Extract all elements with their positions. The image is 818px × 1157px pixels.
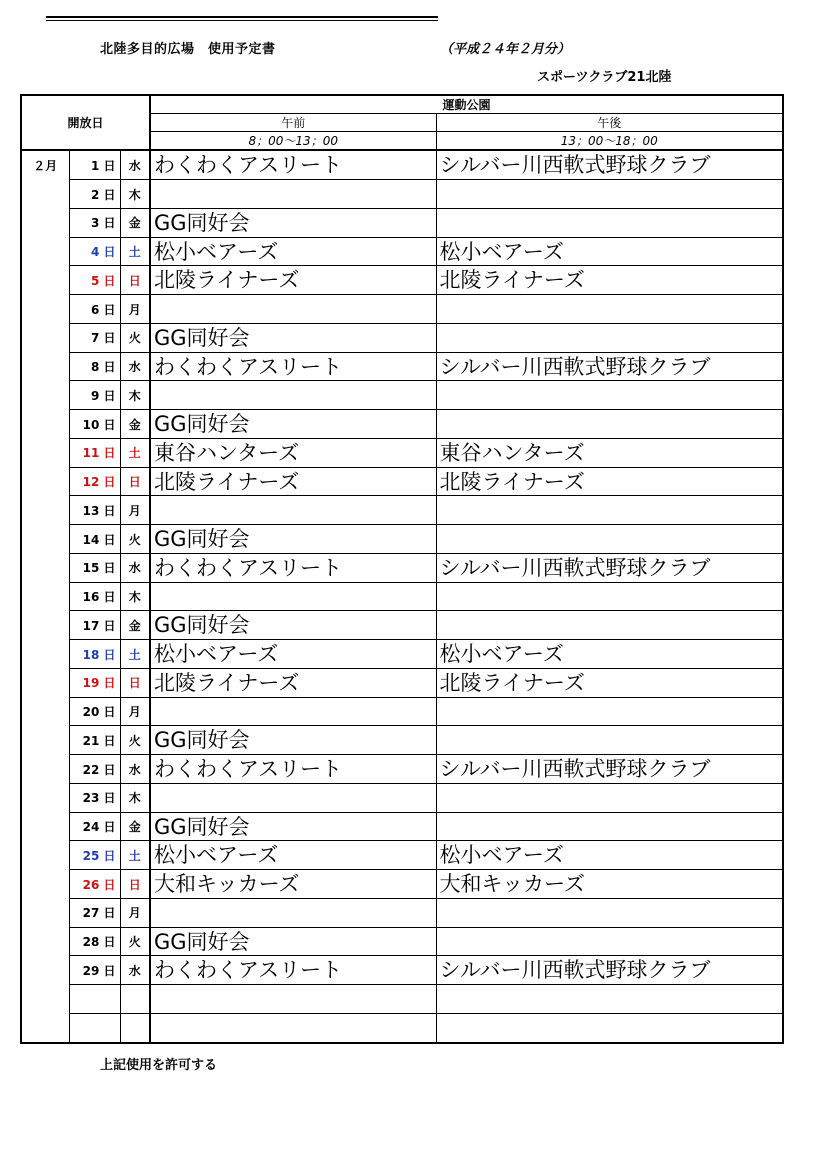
pm-booking-cell: 北陵ライナーズ [436,266,783,295]
pm-booking-cell: 大和キッカーズ [436,870,783,899]
weekday-cell: 日 [120,467,150,496]
schedule-row [21,697,783,726]
day-cell: 3 日 [69,208,120,237]
pm-booking-cell [436,323,783,352]
day-cell: 6 日 [69,295,120,324]
am-booking-cell: 東谷ハンターズ [150,438,436,467]
am-booking-cell [150,985,436,1014]
am-booking-cell [150,381,436,410]
day-cell: 27 日 [69,898,120,927]
weekday-cell: 金 [120,611,150,640]
weekday-cell: 水 [120,755,150,784]
weekday-cell: 金 [120,410,150,439]
weekday-cell [120,985,150,1014]
am-booking-cell [150,496,436,525]
am-booking-cell: GG同好会 [150,726,436,755]
am-booking-cell: GG同好会 [150,812,436,841]
pm-booking-cell [436,985,783,1014]
day-cell: 9 日 [69,381,120,410]
am-booking-cell [150,180,436,209]
pm-booking-cell [436,410,783,439]
schedule-row [21,985,783,1014]
pm-booking-cell: シルバー川西軟式野球クラブ [436,553,783,582]
pm-booking-cell [436,208,783,237]
facility-header: 運動公園 [150,95,783,114]
day-cell: 14 日 [69,525,120,554]
day-cell: 15 日 [69,553,120,582]
schedule-row [21,410,783,439]
am-booking-cell: GG同好会 [150,323,436,352]
schedule-row [21,180,783,209]
day-cell: 29 日 [69,956,120,985]
document-period: （平成２４年２月分） [440,42,571,57]
day-cell: 8 日 [69,352,120,381]
day-cell: 17 日 [69,611,120,640]
schedule-row [21,467,783,496]
weekday-cell: 月 [120,496,150,525]
weekday-cell: 火 [120,525,150,554]
am-booking-cell: わくわくアスリート [150,553,436,582]
month-cell: ２月 [21,150,69,1043]
day-cell: 16 日 [69,582,120,611]
pm-booking-cell [436,381,783,410]
pm-booking-cell [436,180,783,209]
header-rule [46,16,438,18]
weekday-cell: 日 [120,266,150,295]
am-booking-cell: わくわくアスリート [150,956,436,985]
pm-booking-cell: 北陵ライナーズ [436,467,783,496]
am-booking-cell [150,582,436,611]
am-booking-cell: GG同好会 [150,927,436,956]
schedule-row [21,323,783,352]
weekday-cell: 水 [120,553,150,582]
am-booking-cell: 大和キッカーズ [150,870,436,899]
weekday-cell: 水 [120,150,150,179]
schedule-table [20,94,784,1044]
pm-booking-cell: 東谷ハンターズ [436,438,783,467]
am-booking-cell: 北陵ライナーズ [150,467,436,496]
schedule-row [21,783,783,812]
am-booking-cell [150,783,436,812]
am-booking-cell [150,898,436,927]
am-booking-cell: GG同好会 [150,208,436,237]
pm-booking-cell: シルバー川西軟式野球クラブ [436,755,783,784]
organization-name: スポーツクラブ21北陸 [537,70,672,85]
day-cell: 10 日 [69,410,120,439]
am-booking-cell: 北陵ライナーズ [150,668,436,697]
pm-booking-cell: 北陵ライナーズ [436,668,783,697]
schedule-row [21,898,783,927]
day-cell: 25 日 [69,841,120,870]
day-cell: 23 日 [69,783,120,812]
pm-booking-cell: 松小ベアーズ [436,640,783,669]
am-booking-cell: わくわくアスリート [150,755,436,784]
weekday-cell: 火 [120,726,150,755]
day-cell: 19 日 [69,668,120,697]
am-booking-cell: 松小ベアーズ [150,237,436,266]
am-booking-cell [150,1013,436,1043]
weekday-cell: 日 [120,668,150,697]
weekday-cell: 水 [120,956,150,985]
weekday-cell: 木 [120,783,150,812]
pm-booking-cell [436,927,783,956]
header-rule-inner [46,20,438,21]
am-booking-cell: 松小ベアーズ [150,841,436,870]
schedule-row [21,295,783,324]
weekday-cell: 土 [120,841,150,870]
weekday-cell: 月 [120,697,150,726]
pm-booking-cell [436,295,783,324]
pm-time-header: 13；00～18；00 [436,132,783,151]
schedule-row [21,496,783,525]
day-cell: 5 日 [69,266,120,295]
weekday-cell: 金 [120,812,150,841]
schedule-row [21,438,783,467]
pm-booking-cell [436,611,783,640]
schedule-row [21,553,783,582]
am-booking-cell: GG同好会 [150,525,436,554]
schedule-row [21,582,783,611]
day-cell: 18 日 [69,640,120,669]
weekday-cell: 木 [120,180,150,209]
pm-booking-cell: 松小ベアーズ [436,237,783,266]
document-title: 北陸多目的広場 使用予定書 [100,42,276,57]
am-booking-cell [150,697,436,726]
weekday-cell: 木 [120,582,150,611]
pm-booking-cell [436,726,783,755]
weekday-cell: 土 [120,640,150,669]
am-booking-cell: 北陵ライナーズ [150,266,436,295]
day-cell: 26 日 [69,870,120,899]
day-cell: 21 日 [69,726,120,755]
am-header: 午前 [150,114,436,132]
am-booking-cell: わくわくアスリート [150,352,436,381]
pm-booking-cell [436,783,783,812]
pm-booking-cell: シルバー川西軟式野球クラブ [436,352,783,381]
day-cell: 1 日 [69,150,120,179]
schedule-row [21,755,783,784]
day-cell: 12 日 [69,467,120,496]
am-booking-cell: わくわくアスリート [150,150,436,179]
weekday-cell: 日 [120,870,150,899]
schedule-row [21,237,783,266]
opening-day-header: 開放日 [21,95,150,150]
am-booking-cell: GG同好会 [150,410,436,439]
pm-booking-cell [436,525,783,554]
am-booking-cell [150,295,436,324]
weekday-cell: 金 [120,208,150,237]
weekday-cell: 木 [120,381,150,410]
pm-booking-cell: シルバー川西軟式野球クラブ [436,150,783,179]
schedule-row [21,726,783,755]
schedule-row [21,150,783,179]
day-cell: 20 日 [69,697,120,726]
weekday-cell: 土 [120,237,150,266]
day-cell: 13 日 [69,496,120,525]
schedule-row [21,956,783,985]
pm-booking-cell [436,697,783,726]
day-cell: 22 日 [69,755,120,784]
pm-booking-cell: 松小ベアーズ [436,841,783,870]
am-booking-cell: 松小ベアーズ [150,640,436,669]
day-cell: 4 日 [69,237,120,266]
schedule-row [21,870,783,899]
weekday-cell: 月 [120,898,150,927]
weekday-cell: 水 [120,352,150,381]
day-cell: 2 日 [69,180,120,209]
weekday-cell [120,1013,150,1043]
weekday-cell: 火 [120,927,150,956]
am-time-header: 8；00～13；00 [150,132,436,151]
schedule-row [21,1013,783,1043]
schedule-row [21,266,783,295]
pm-booking-cell [436,582,783,611]
schedule-row [21,352,783,381]
pm-booking-cell [436,1013,783,1043]
pm-booking-cell [436,496,783,525]
pm-booking-cell [436,898,783,927]
day-cell: 24 日 [69,812,120,841]
weekday-cell: 土 [120,438,150,467]
day-cell: 7 日 [69,323,120,352]
weekday-cell: 月 [120,295,150,324]
schedule-row [21,525,783,554]
weekday-cell: 火 [120,323,150,352]
schedule-row [21,640,783,669]
day-cell [69,1013,120,1043]
schedule-row [21,841,783,870]
schedule-row [21,208,783,237]
day-cell: 11 日 [69,438,120,467]
schedule-row [21,668,783,697]
schedule-row [21,812,783,841]
am-booking-cell: GG同好会 [150,611,436,640]
schedule-row [21,381,783,410]
pm-booking-cell [436,812,783,841]
schedule-row [21,611,783,640]
day-cell: 28 日 [69,927,120,956]
approval-note: 上記使用を許可する [100,1058,218,1073]
day-cell [69,985,120,1014]
schedule-row [21,927,783,956]
pm-header: 午後 [436,114,783,132]
pm-booking-cell: シルバー川西軟式野球クラブ [436,956,783,985]
